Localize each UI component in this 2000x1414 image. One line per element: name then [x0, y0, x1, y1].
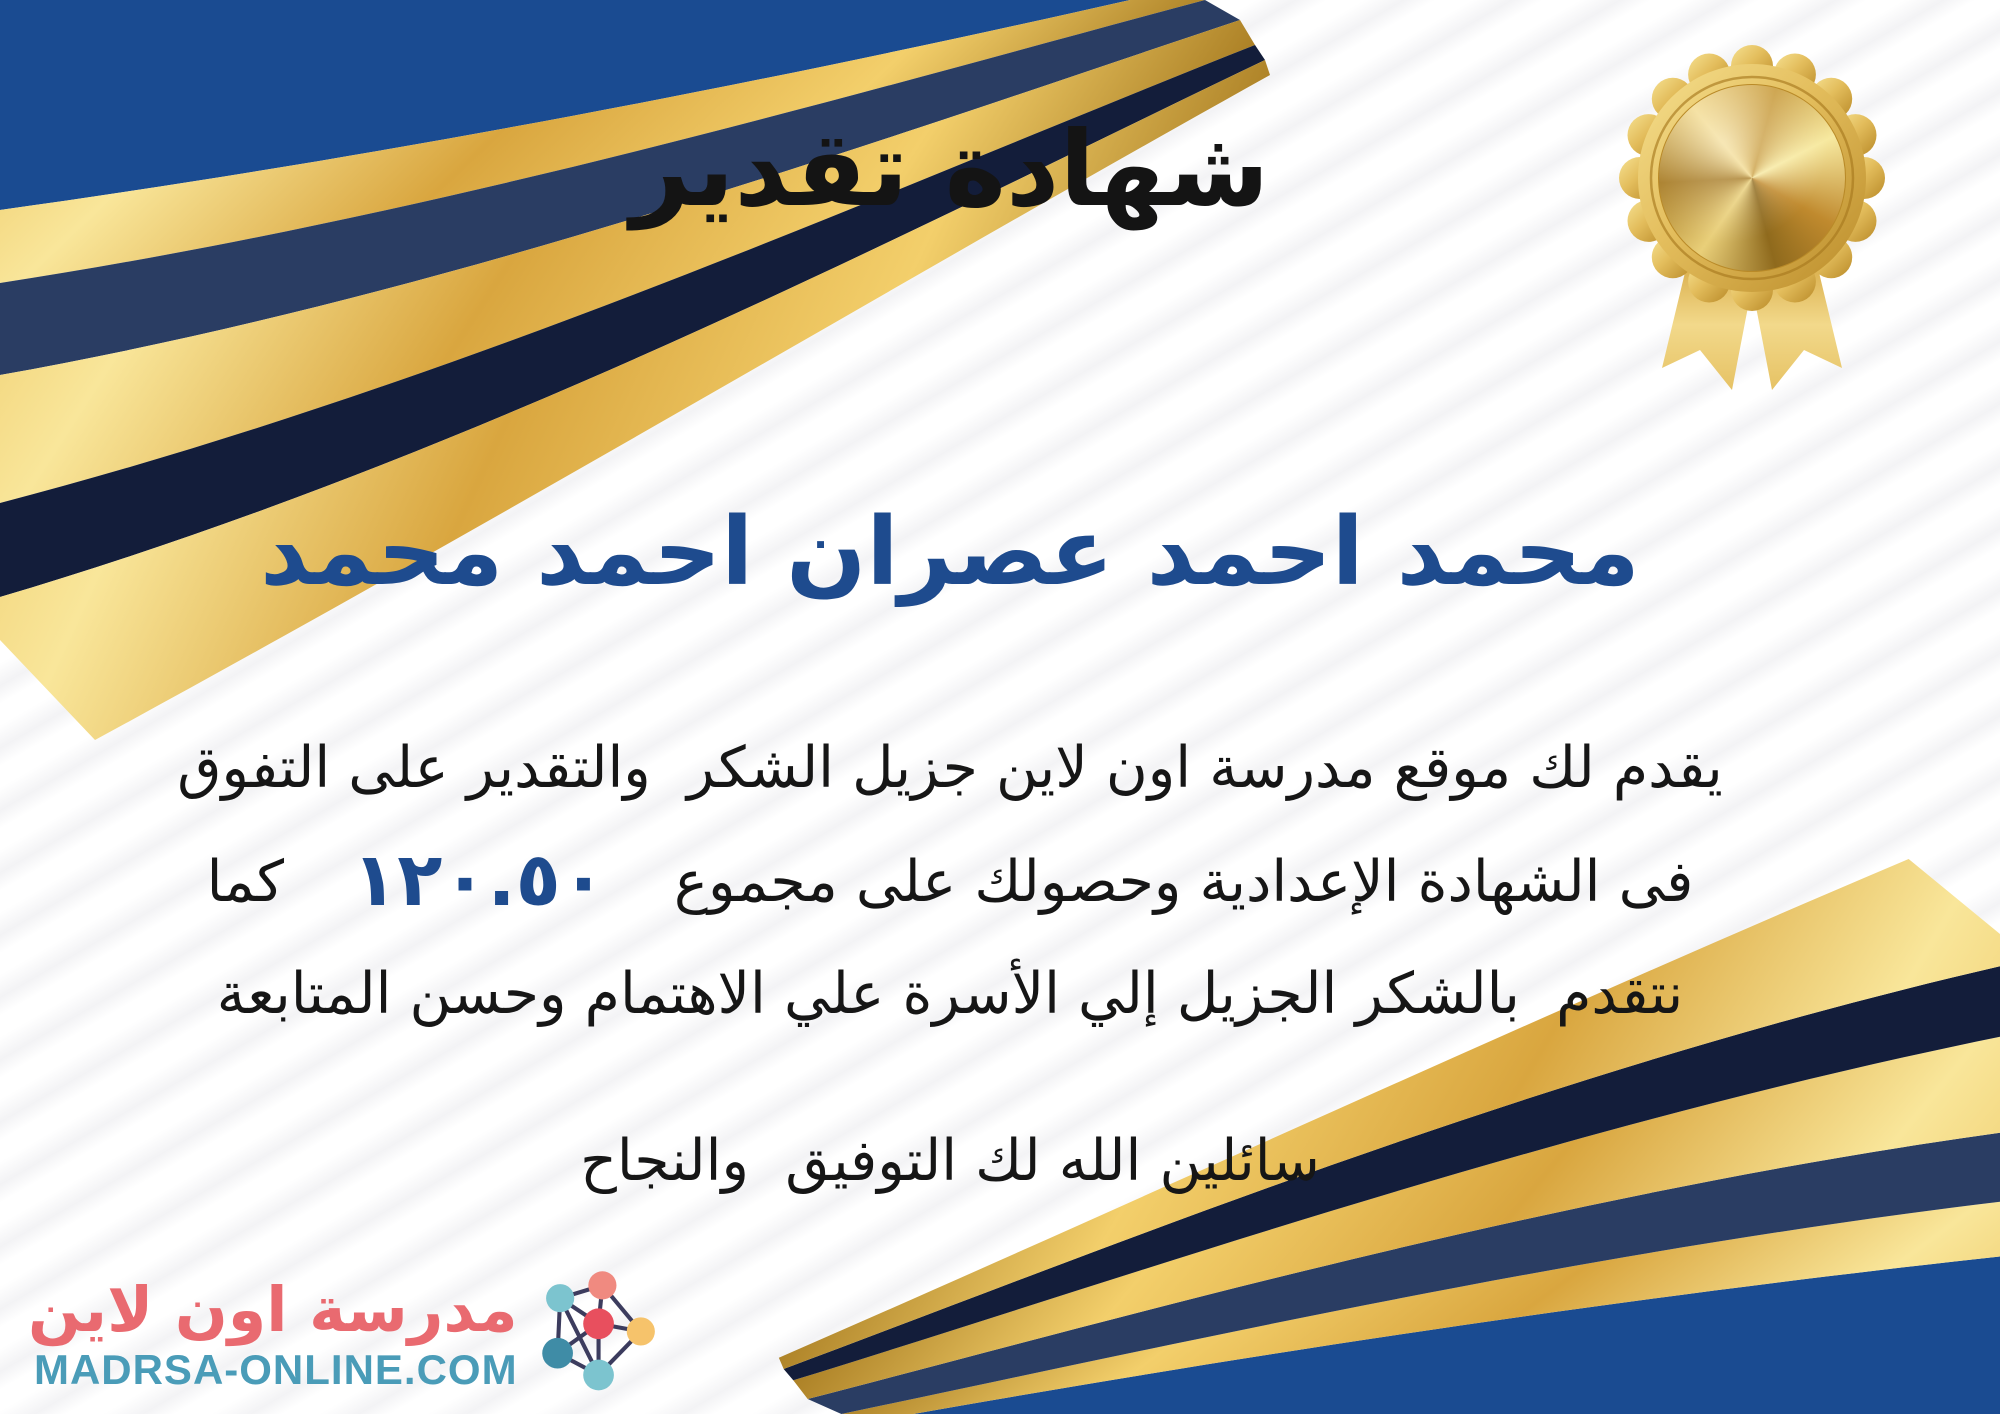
score-suffix-text: كما: [206, 849, 285, 915]
body-line-3: نتقدم بالشكر الجزيل إلي الأسرة علي الاهتمام وحسن المتابعة: [216, 961, 1684, 1027]
logo-website-url: MADRSA-ONLINE.COM: [33, 1345, 518, 1393]
logo-text-block: [28, 1274, 518, 1393]
node-red: [583, 1308, 614, 1339]
student-name: محمد احمد عصران احمد محمد: [260, 498, 1640, 607]
site-logo: [28, 1270, 660, 1398]
score-value: ١٢٠.٥٠: [352, 837, 607, 923]
network-graph-icon: [532, 1270, 660, 1398]
body-line-2: [10, 824, 1890, 938]
node-dark-teal: [542, 1338, 573, 1369]
node-bottom-teal: [583, 1360, 614, 1391]
body-line-1: يقدم لك موقع مدرسة اون لاين جزيل الشكر والتقدير على التفوق: [177, 735, 1723, 801]
certificate-body: [10, 712, 1890, 1050]
node-yellow: [626, 1317, 654, 1345]
score-prefix-text: فى الشهادة الإعدادية وحصولك على مجموع: [674, 849, 1694, 915]
node-light-teal: [546, 1284, 574, 1312]
node-coral: [588, 1271, 616, 1299]
logo-arabic-name: مدرسة اون لاين: [28, 1273, 518, 1347]
certificate-title: شهادة تقدير: [630, 108, 1270, 230]
closing-line: سائلين الله لك التوفيق والنجاح: [580, 1128, 1320, 1194]
